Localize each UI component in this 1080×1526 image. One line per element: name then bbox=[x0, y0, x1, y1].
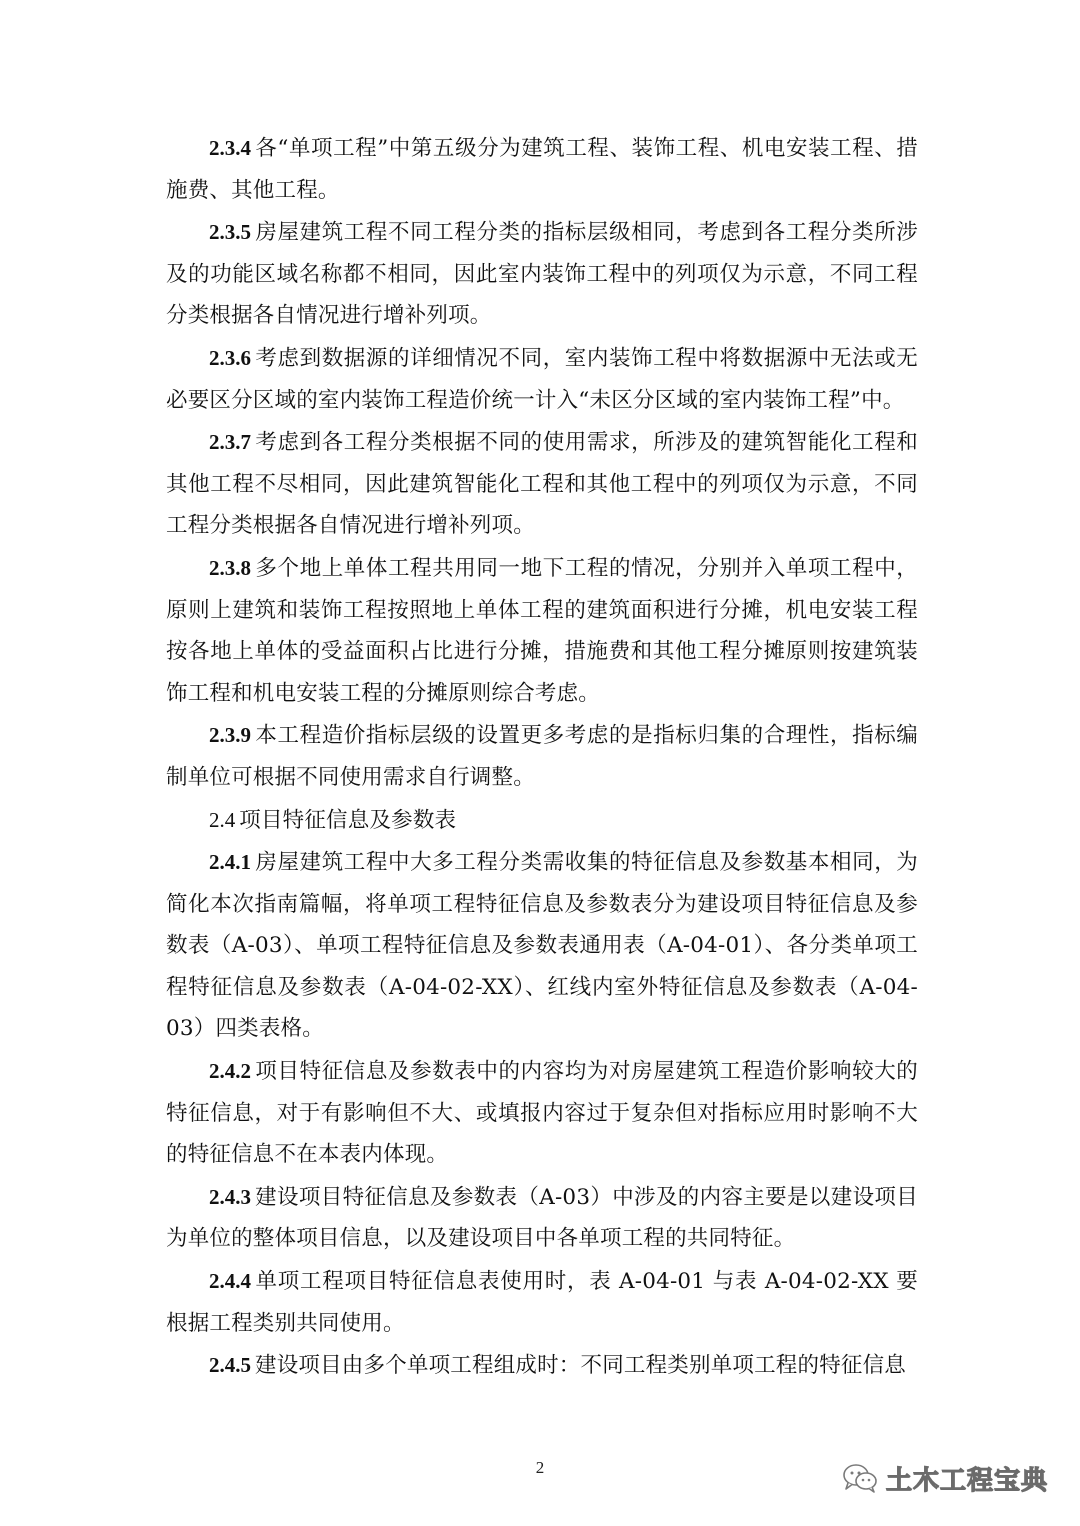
section-number: 2.4.2 bbox=[209, 1059, 251, 1084]
paragraph-text: 建设项目由多个单项工程组成时：不同工程类别单项工程的特征信息 bbox=[255, 1353, 907, 1379]
section-number: 2.3.7 bbox=[209, 430, 251, 455]
paragraph-text: 房屋建筑工程中大多工程分类需收集的特征信息及参数基本相同，为简化本次指南篇幅，将单项工程特征信息及参数表分为建设项目特征信息及参数表（A-03）、单项工程特征信息及参数表通用表（A-04-01）、各分类单项工程特征信息及参数表（A-04-02-XX）、红线内室外特征信息及参数表（A-04-03）四类表格。 bbox=[166, 850, 918, 1042]
watermark-text: 土木工程宝典 bbox=[886, 1465, 1049, 1496]
paragraph-2-4-2 bbox=[166, 1051, 918, 1176]
paragraph-2-3-9 bbox=[166, 715, 918, 798]
section-number: 2.3.6 bbox=[209, 345, 251, 370]
paragraph-2-3-8 bbox=[166, 548, 918, 714]
paragraph-2-3-7 bbox=[166, 422, 918, 547]
section-number: 2.4 bbox=[209, 807, 236, 832]
paragraph-2-4-4 bbox=[166, 1261, 918, 1344]
section-heading-2-4 bbox=[166, 800, 918, 842]
paragraph-text: 项目特征信息及参数表中的内容均为对房屋建筑工程造价影响较大的特征信息，对于有影响但不大、或填报内容过于复杂但对指标应用时影响不大的特征信息不在本表内体现。 bbox=[166, 1059, 918, 1168]
section-number: 2.4.1 bbox=[209, 850, 251, 875]
section-number: 2.3.9 bbox=[209, 723, 251, 748]
paragraph-text: 建设项目特征信息及参数表（A-03）中涉及的内容主要是以建设项目为单位的整体项目信息，以及建设项目中各单项工程的共同特征。 bbox=[166, 1184, 918, 1252]
paragraph-text: 考虑到数据源的详细情况不同，室内装饰工程中将数据源中无法或无必要区分区域的室内装饰工程造价统一计入“未区分区域的室内装饰工程”中。 bbox=[166, 345, 918, 413]
paragraph-text: 各“单项工程”中第五级分为建筑工程、装饰工程、机电安装工程、措施费、其他工程。 bbox=[166, 136, 918, 203]
section-number: 2.4.3 bbox=[209, 1184, 251, 1209]
paragraph-2-4-5 bbox=[166, 1345, 918, 1387]
paragraph-text: 房屋建筑工程不同工程分类的指标层级相同，考虑到各工程分类所涉及的功能区域名称都不相同，因此室内装饰工程中的列项仅为示意，不同工程分类根据各自情况进行增补列项。 bbox=[166, 220, 918, 329]
watermark bbox=[842, 1458, 1048, 1498]
paragraph-text: 单项工程项目特征信息表使用时，表 A-04-01 与表 A-04-02-XX 要根据工程类别共同使用。 bbox=[166, 1269, 918, 1336]
heading-text: 项目特征信息及参数表 bbox=[239, 807, 457, 833]
wechat-icon bbox=[842, 1463, 878, 1493]
paragraph-2-3-6 bbox=[166, 338, 918, 421]
paragraph-text: 考虑到各工程分类根据不同的使用需求，所涉及的建筑智能化工程和其他工程不尽相同，因此建筑智能化工程和其他工程中的列项仅为示意，不同工程分类根据各自情况进行增补列项。 bbox=[166, 430, 918, 539]
section-number: 2.3.4 bbox=[209, 136, 251, 160]
section-number: 2.4.5 bbox=[209, 1353, 251, 1378]
paragraph-2-3-4 bbox=[166, 128, 918, 211]
section-number: 2.3.5 bbox=[209, 220, 251, 245]
paragraph-2-3-5 bbox=[166, 212, 918, 337]
section-number: 2.3.8 bbox=[209, 555, 251, 580]
body-text bbox=[166, 128, 918, 1388]
paragraph-2-4-1 bbox=[166, 842, 918, 1050]
paragraph-2-4-3 bbox=[166, 1177, 918, 1260]
paragraph-text: 多个地上单体工程共用同一地下工程的情况，分别并入单项工程中，原则上建筑和装饰工程按照地上单体工程的建筑面积进行分摊，机电安装工程按各地上单体的受益面积占比进行分摊，措施费和其他工程分摊原则按建筑装饰工程和机电安装工程的分摊原则综合考虑。 bbox=[166, 555, 918, 706]
page-number: 2 bbox=[535, 1458, 545, 1477]
section-number: 2.4.4 bbox=[209, 1269, 251, 1294]
paragraph-text: 本工程造价指标层级的设置更多考虑的是指标归集的合理性，指标编制单位可根据不同使用需求自行调整。 bbox=[166, 723, 918, 790]
